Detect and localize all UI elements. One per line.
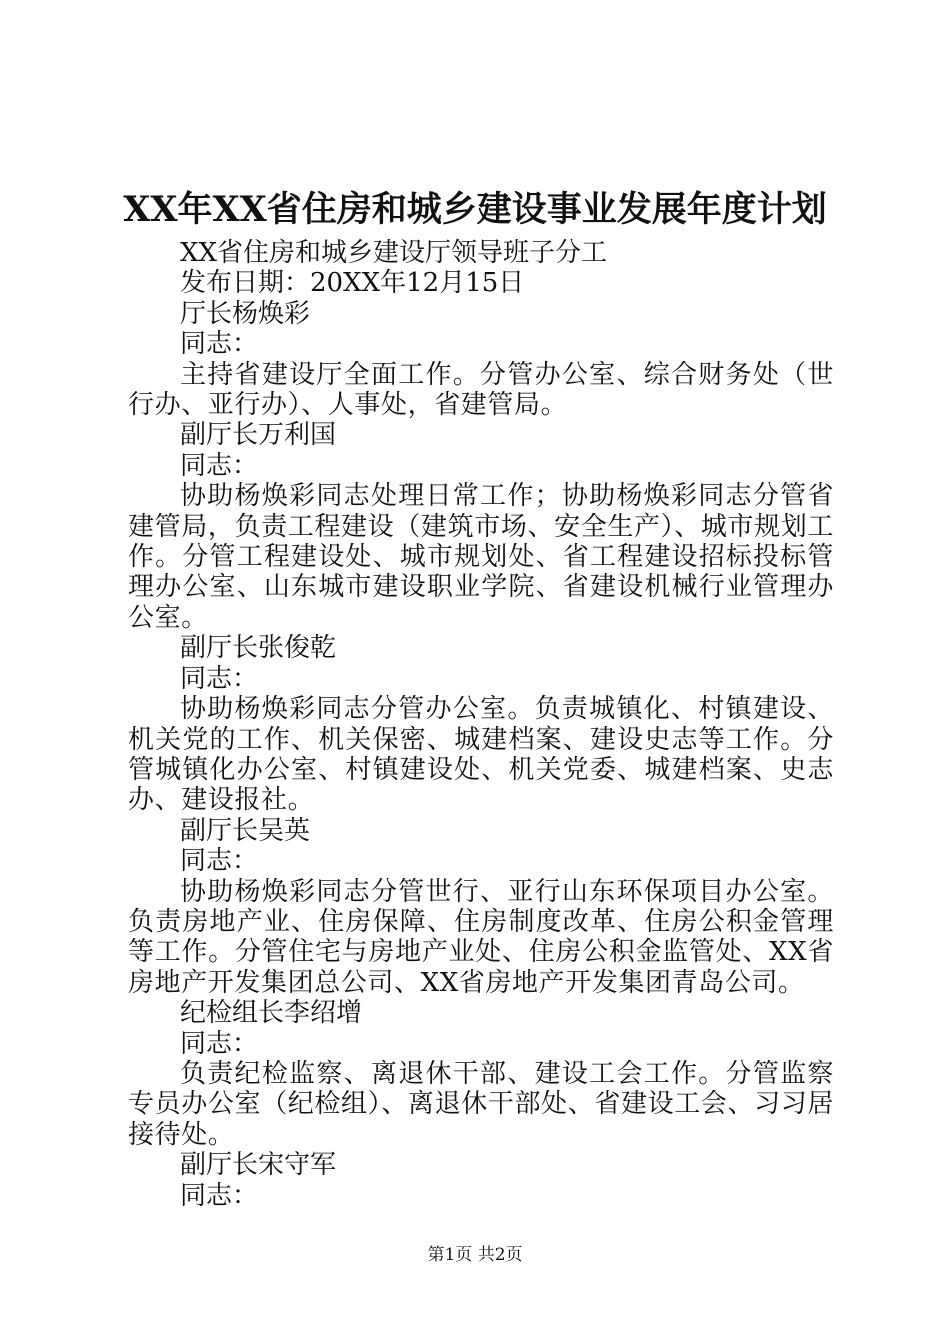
publish-date: 发布日期：20XX年12月15日 [180, 268, 525, 299]
role-title: 纪检组长李绍增 [180, 998, 363, 1029]
role-title: 副厅长宋守军 [180, 1150, 337, 1181]
duty-paragraph: 协助杨焕彩同志处理日常工作；协助杨焕彩同志分管省建管局，负责工程建设（建筑市场、安全生产）、城市规划工作。分管工程建设处、城市规划处、省工程建设招标投标管理办公室、山东城市建设职业学院、省建设机械行业管理办公室。 [128, 481, 834, 633]
salutation: 同志： [180, 1180, 259, 1211]
salutation: 同志： [180, 450, 259, 481]
salutation: 同志： [180, 1028, 259, 1059]
role-title: 副厅长万利国 [180, 420, 337, 451]
salutation: 同志： [180, 329, 259, 360]
document-subtitle: XX省住房和城乡建设厅领导班子分工 [180, 238, 608, 268]
salutation: 同志： [180, 663, 259, 694]
page-footer: 第1页 共2页 [427, 1245, 523, 1265]
duty-paragraph: 负责纪检监察、离退休干部、建设工会工作。分管监察专员办公室（纪检组）、离退休干部处、省建设工会、习习居接待处。 [128, 1058, 834, 1150]
role-title: 厅长杨焕彩 [180, 298, 311, 329]
document-title: XX年XX省住房和城乡建设事业发展年度计划 [123, 189, 827, 230]
role-title: 副厅长张俊乾 [180, 633, 337, 664]
role-title: 副厅长吴英 [180, 815, 311, 846]
duty-paragraph: 协助杨焕彩同志分管世行、亚行山东环保项目办公室。负责房地产业、住房保障、住房制度改革、住房公积金管理等工作。分管住宅与房地产业处、住房公积金监管处、XX省房地产开发集团总公司、XX省房地产开发集团青岛公司。 [128, 876, 834, 998]
salutation: 同志： [180, 846, 259, 877]
document-body [128, 238, 834, 1211]
duty-paragraph: 主持省建设厅全面工作。分管办公室、综合财务处（世行办、亚行办）、人事处，省建管局。 [128, 359, 834, 421]
duty-paragraph: 协助杨焕彩同志分管办公室。负责城镇化、村镇建设、机关党的工作、机关保密、城建档案、建设史志等工作。分管城镇化办公室、村镇建设处、机关党委、城建档案、史志办、建设报社。 [128, 694, 834, 816]
